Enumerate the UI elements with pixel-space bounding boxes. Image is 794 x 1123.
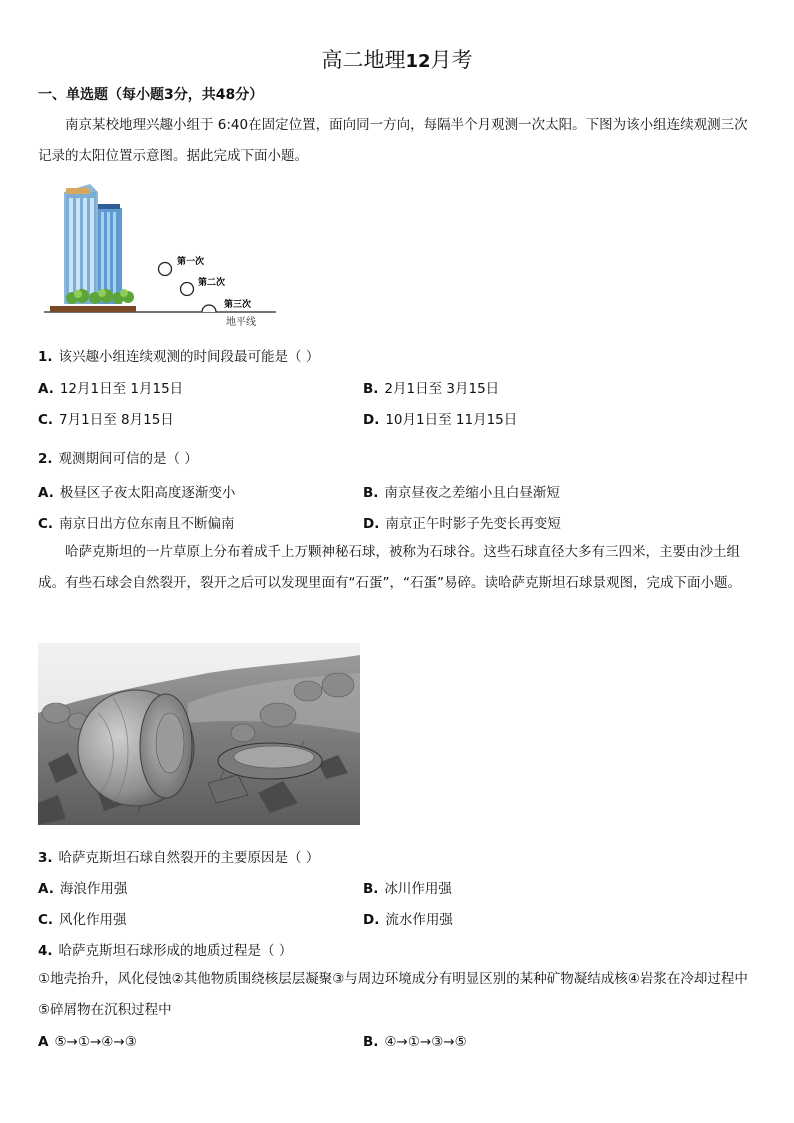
question-2	[38, 447, 198, 467]
q1-option-d[interactable]: D. 10月1日至 11月15日	[363, 412, 518, 428]
label-horizon: 地平线	[226, 317, 256, 328]
question-2-number: 2.	[38, 451, 53, 467]
sun-second-icon	[181, 283, 194, 296]
section-heading: 一、单选题（每小题3分，共48分）	[38, 87, 264, 103]
label-first: 第一次	[177, 257, 205, 267]
q3-option-c[interactable]: C. 风化作用强	[38, 912, 127, 928]
question-4	[38, 939, 292, 959]
label-second: 第二次	[198, 278, 226, 288]
sun-first-icon	[159, 263, 172, 276]
question-4-text: 哈萨克斯坦石球形成的地质过程是（ ）	[58, 943, 293, 959]
intro-1-text: 南京某校地理兴趣小组于 6:40在固定位置，面向同一方向，每隔半个月观测一次太阳。下图为该小组连续观测三次记录的太阳位置示意图。据此完成下面小题。	[38, 117, 748, 164]
q1-option-a[interactable]: A. 12月1日至 1月15日	[38, 381, 184, 397]
question-2-text: 观测期间可信的是（ ）	[58, 451, 198, 467]
page-title	[0, 44, 794, 74]
label-third: 第三次	[224, 300, 252, 310]
question-1-number: 1.	[38, 349, 53, 365]
q4-option-b[interactable]: B. ④→①→③→⑤	[363, 1034, 467, 1050]
question-3-text: 哈萨克斯坦石球自然裂开的主要原因是（ ）	[58, 850, 320, 866]
intro-paragraph-2	[38, 537, 756, 599]
q2-option-d[interactable]: D. 南京正午时影子先变长再变短	[363, 516, 561, 532]
q3-option-b[interactable]: B. 冰川作用强	[363, 881, 452, 897]
q4-option-a[interactable]: A ⑤→①→④→③	[38, 1034, 137, 1050]
question-3	[38, 846, 319, 866]
q1-option-c[interactable]: C. 7月1日至 8月15日	[38, 412, 174, 428]
q3-option-d[interactable]: D. 流水作用强	[363, 912, 453, 928]
ground-base	[50, 306, 136, 312]
sun-third-icon	[202, 305, 216, 312]
question-1-text: 该兴趣小组连续观测的时间段最可能是（ ）	[58, 349, 320, 365]
q2-option-c[interactable]: C. 南京日出方位东南且不断偏南	[38, 516, 235, 532]
question-1	[38, 345, 319, 365]
question-4-number: 4.	[38, 943, 53, 959]
intro-2-text: 哈萨克斯坦的一片草原上分布着成千上万颗神秘石球，被称为石球谷。这些石球直径大多有三四米，主要由沙土组成。有些石球会自然裂开，裂开之后可以发现里面有“石蛋”，“石蛋”易碎。读哈萨克斯坦石球景观图，完成下面小题。	[38, 544, 741, 591]
question-4-stem: ①地壳抬升，风化侵蚀②其他物质围绕核层层凝聚③与周边环境成分有明显区别的某种矿物凝结成核④岩浆在冷却过程中⑤碎屑物在沉积过程中	[38, 971, 748, 1018]
building-icon	[64, 184, 134, 304]
q2-option-b[interactable]: B. 南京昼夜之差缩小且白昼渐短	[363, 485, 560, 501]
question-3-number: 3.	[38, 850, 53, 866]
q3-option-a[interactable]: A. 海浪作用强	[38, 881, 128, 897]
intro-paragraph-1	[38, 110, 756, 172]
title-suffix: 月考	[430, 48, 473, 72]
sun-position-figure	[40, 180, 280, 330]
title-number: 12	[405, 51, 431, 72]
title-prefix: 高二地理	[321, 48, 406, 72]
stone-ball-photo	[38, 643, 360, 825]
q1-option-b[interactable]: B. 2月1日至 3月15日	[363, 381, 500, 397]
q2-option-a[interactable]: A. 极昼区子夜太阳高度逐渐变小	[38, 485, 236, 501]
